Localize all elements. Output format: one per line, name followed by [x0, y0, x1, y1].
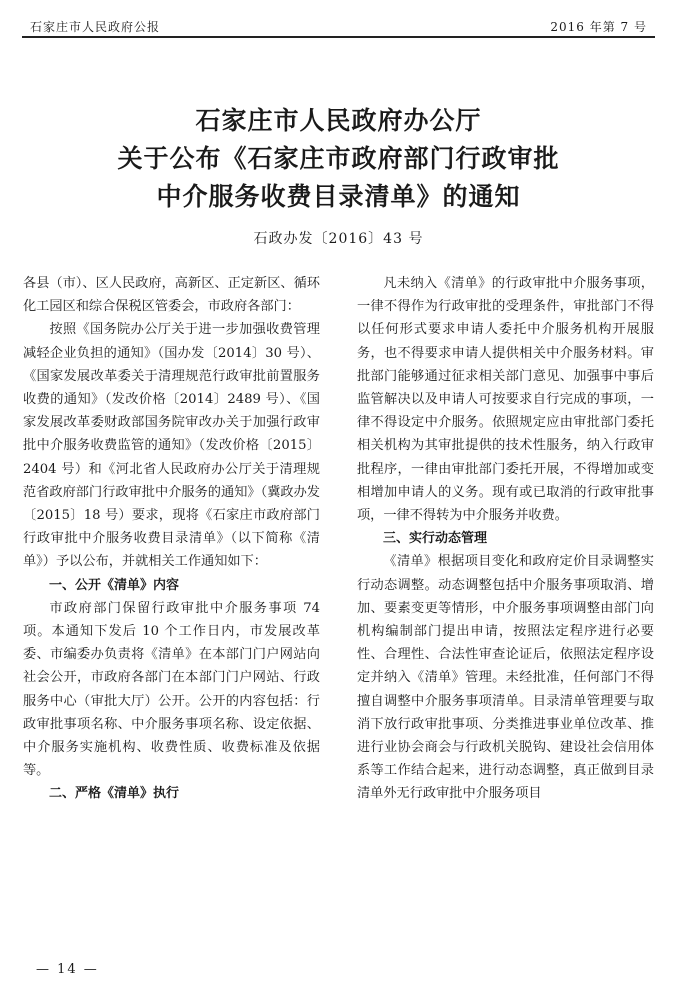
title-line-2: 关于公布《石家庄市政府部门行政审批 [117, 144, 560, 173]
issue-number: 2016 年第 7 号 [550, 20, 647, 34]
salutation-paragraph: 各县（市）、区人民政府，高新区、正定新区、循环化工园区和综合保税区管委会，市政府各部门： [23, 276, 320, 315]
title-line-3: 中介服务收费目录清单》的通知 [156, 182, 521, 211]
section-heading: 一、公开《清单》内容 [49, 577, 180, 593]
left-column [23, 272, 320, 806]
body-paragraph: 《清单》根据项目变化和政府定价目录调整实行动态调整。动态调整包括中介服务事项取消、增加、要素变更等情形，中介服务事项调整由部门向机构编制部门提出申请，按照法定程序进行必要性、合理性、合法性审查论证后，依照法定程序设定并纳入《清单》管理。未经批准，任何部门不得擅自调整中介服务事项清单。目录清单管理要与取消下放行政审批事项、分类推进事业单位改革、推进行业协会商会与行政机关脱钩、建设社会信用体系等工作结合起来，进行动态调整，真正做到目录清单外无行政审批中介服务项目 [357, 554, 654, 802]
publication-name: 石家庄市人民政府公报 [30, 20, 161, 34]
body-paragraph: 凡未纳入《清单》的行政审批中介服务事项，一律不得作为行政审批的受理条件，审批部门不得以任何形式要求申请人委托中介服务机构开展服务，也不得要求申请人提供相关中介服务材料。审批部门能够通过征求相关部门意见、加强事中事后监管解决以及申请人可按要求自行完成的事项，一律不得设定中介服务。依照规定应由审批部门委托相关机构为其审批提供的技术性服务，纳入行政审批程序，一律由审批部门委托开展，不得增加或变相增加申请人的义务。现有或已取消的行政审批事项，一律不得转为中介服务并收费。 [357, 276, 654, 524]
body-paragraph: 市政府部门保留行政审批中介服务事项 74 项。本通知下发后 10 个工作日内，市发展改革委、市编委办负责将《清单》在本部门门户网站向社会公开，市政府各部门在本部门门户网站、行政服务中心（审批大厅）公开。公开的内容包括：行政审批事项名称、中介服务事项名称、设定依据、中介服务实施机构、收费性质、收费标准及依据等。 [23, 600, 320, 779]
page-header [22, 14, 655, 38]
section-heading: 三、实行动态管理 [383, 531, 488, 547]
title-line-1: 石家庄市人民政府办公厅 [195, 106, 482, 135]
document-title [0, 102, 677, 216]
document-number: 石政办发〔2016〕43 号 [253, 231, 424, 247]
right-column [357, 272, 654, 806]
body-paragraph: 按照《国务院办公厅关于进一步加强收费管理减轻企业负担的通知》（国办发〔2014〕30 号）、《国家发展改革委关于清理规范行政审批前置服务收费的通知》（发改价格〔2014〕2489 号）、《国家发展改革委财政部国务院审改办关于加强行政审批中介服务收费监管的通知》（发改价格〔2015〕2404 号）和《河北省人民政府办公厅关于清理规范省政府部门行政审批中介服务的通知》（冀政办发〔2015〕18 号）要求，现将《石家庄市政府部门行政审批中介服务收费目录清单》（以下简称《清单》）予以公布，并就相关工作通知如下： [23, 322, 320, 570]
page-number: — 14 — [36, 962, 99, 977]
section-heading: 二、严格《清单》执行 [49, 786, 180, 802]
